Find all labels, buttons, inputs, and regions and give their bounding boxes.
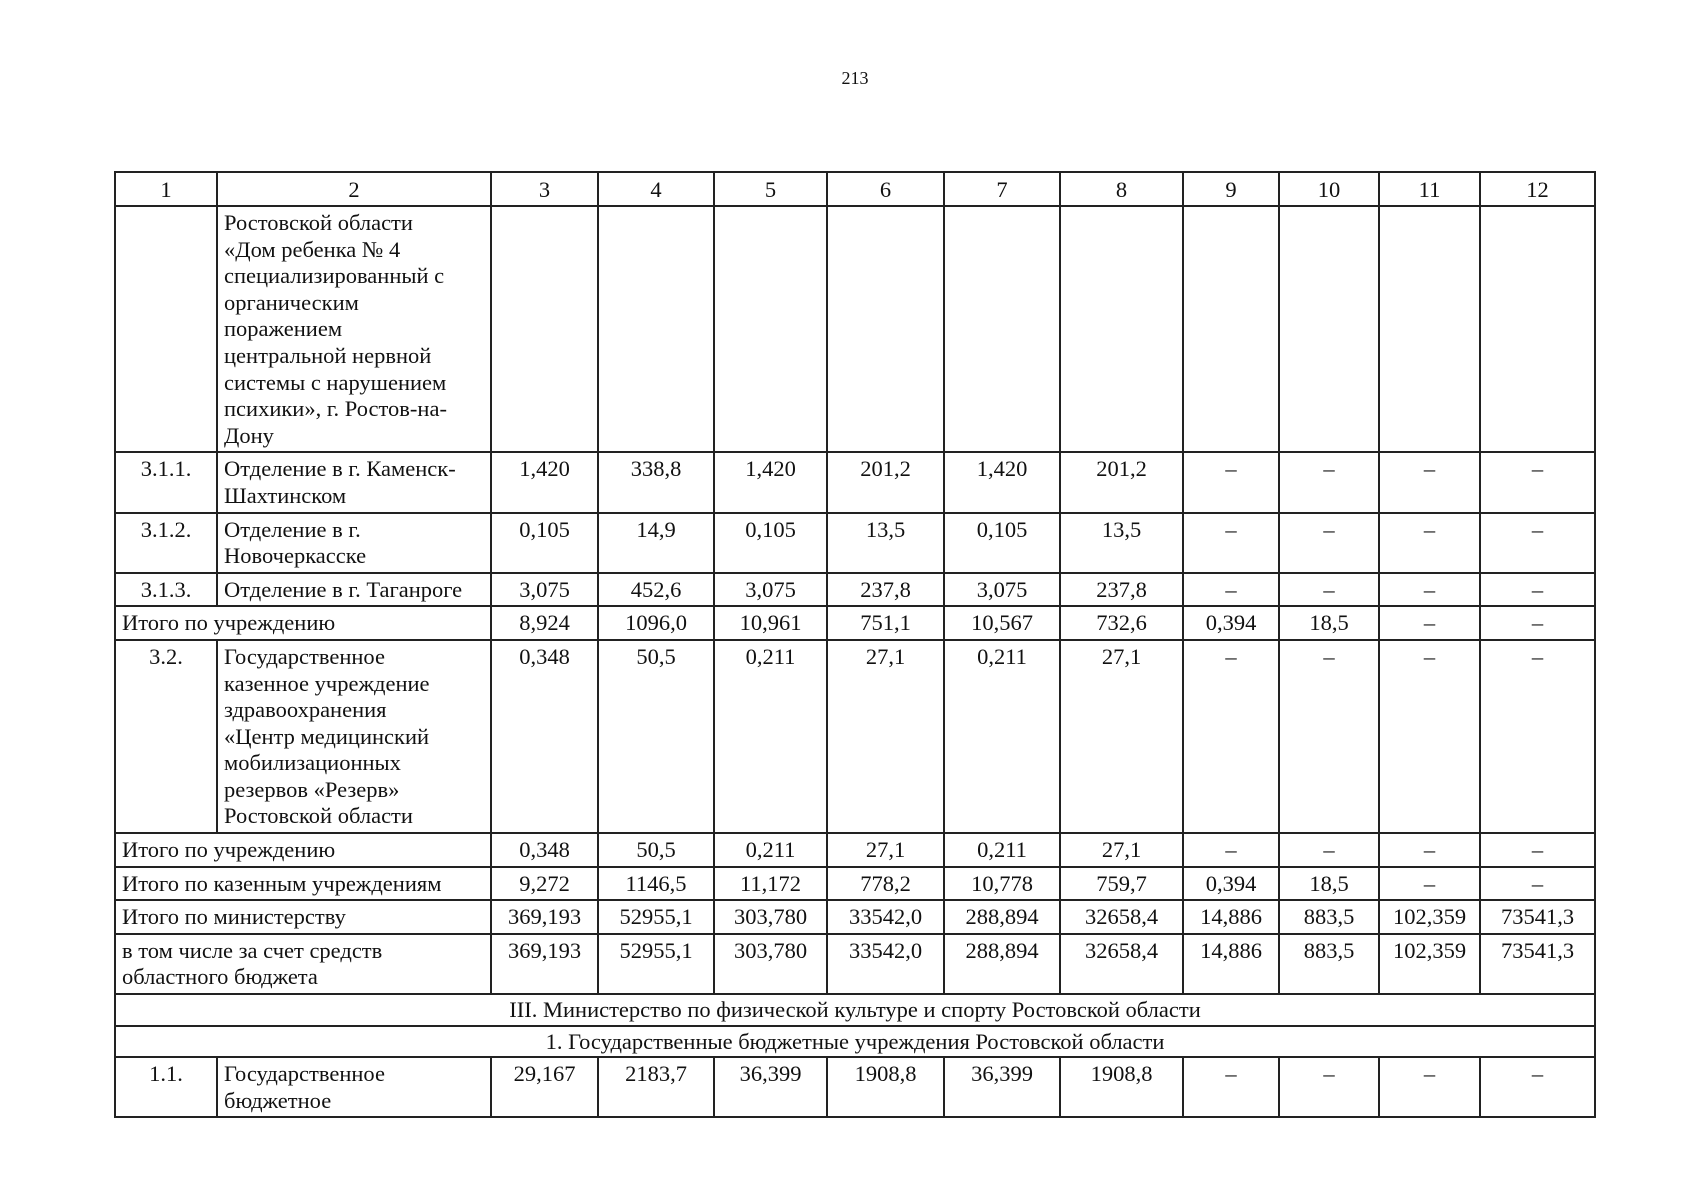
- value-cell: 102,359: [1379, 900, 1480, 934]
- value-cell: –: [1480, 573, 1595, 607]
- value-cell: 0,105: [944, 513, 1060, 573]
- value-cell: 50,5: [598, 640, 714, 833]
- institution-name: Государственное бюджетное: [217, 1057, 491, 1117]
- value-cell: 1,420: [714, 452, 827, 512]
- total-label: в том числе за счет средств областного бюджета: [115, 934, 491, 994]
- column-header: 8: [1060, 172, 1183, 206]
- value-cell: 0,211: [714, 833, 827, 867]
- value-cell: 10,778: [944, 867, 1060, 901]
- total-label: Итого по казенным учреждениям: [115, 867, 491, 901]
- value-cell: –: [1379, 452, 1480, 512]
- value-cell: [1379, 206, 1480, 452]
- value-cell: –: [1379, 513, 1480, 573]
- value-cell: 288,894: [944, 934, 1060, 994]
- value-cell: 27,1: [827, 640, 944, 833]
- value-cell: [1060, 206, 1183, 452]
- column-header: 4: [598, 172, 714, 206]
- value-cell: 1908,8: [1060, 1057, 1183, 1117]
- table-row: [115, 513, 1595, 573]
- value-cell: 33542,0: [827, 934, 944, 994]
- value-cell: –: [1183, 573, 1279, 607]
- value-cell: 50,5: [598, 833, 714, 867]
- value-cell: 883,5: [1279, 900, 1379, 934]
- value-cell: 0,394: [1183, 606, 1279, 640]
- value-cell: 14,886: [1183, 934, 1279, 994]
- value-cell: –: [1480, 833, 1595, 867]
- value-cell: 1,420: [944, 452, 1060, 512]
- column-header: 2: [217, 172, 491, 206]
- value-cell: 33542,0: [827, 900, 944, 934]
- value-cell: 18,5: [1279, 606, 1379, 640]
- value-cell: –: [1379, 833, 1480, 867]
- table-row: [115, 206, 1595, 452]
- value-cell: 27,1: [827, 833, 944, 867]
- value-cell: –: [1279, 573, 1379, 607]
- table-row: [115, 640, 1595, 833]
- value-cell: 759,7: [1060, 867, 1183, 901]
- total-row: [115, 606, 1595, 640]
- value-cell: 27,1: [1060, 640, 1183, 833]
- section-title: III. Министерство по физической культуре и спорту Ростовской области: [115, 994, 1595, 1026]
- column-header: 11: [1379, 172, 1480, 206]
- value-cell: –: [1379, 867, 1480, 901]
- header-row: [115, 172, 1595, 206]
- value-cell: 36,399: [944, 1057, 1060, 1117]
- value-cell: 8,924: [491, 606, 598, 640]
- value-cell: 14,9: [598, 513, 714, 573]
- value-cell: 102,359: [1379, 934, 1480, 994]
- value-cell: 13,5: [827, 513, 944, 573]
- value-cell: 369,193: [491, 934, 598, 994]
- table-row: [115, 452, 1595, 512]
- column-header: 12: [1480, 172, 1595, 206]
- value-cell: –: [1183, 513, 1279, 573]
- value-cell: 52955,1: [598, 934, 714, 994]
- value-cell: [827, 206, 944, 452]
- value-cell: –: [1379, 1057, 1480, 1117]
- column-header: 9: [1183, 172, 1279, 206]
- value-cell: [598, 206, 714, 452]
- value-cell: 9,272: [491, 867, 598, 901]
- value-cell: –: [1480, 513, 1595, 573]
- value-cell: –: [1183, 452, 1279, 512]
- value-cell: 32658,4: [1060, 900, 1183, 934]
- column-header: 6: [827, 172, 944, 206]
- total-row: [115, 900, 1595, 934]
- value-cell: 338,8: [598, 452, 714, 512]
- value-cell: 3,075: [944, 573, 1060, 607]
- total-row: [115, 934, 1595, 994]
- value-cell: 0,211: [944, 640, 1060, 833]
- value-cell: 369,193: [491, 900, 598, 934]
- value-cell: –: [1183, 833, 1279, 867]
- table-row: [115, 1057, 1595, 1117]
- value-cell: 1,420: [491, 452, 598, 512]
- value-cell: 52955,1: [598, 900, 714, 934]
- value-cell: –: [1279, 833, 1379, 867]
- value-cell: 10,567: [944, 606, 1060, 640]
- section-title: 1. Государственные бюджетные учреждения Ростовской области: [115, 1026, 1595, 1058]
- value-cell: 0,211: [714, 640, 827, 833]
- value-cell: 73541,3: [1480, 934, 1595, 994]
- table-body: [115, 172, 1595, 1117]
- value-cell: 201,2: [1060, 452, 1183, 512]
- row-index: 1.1.: [115, 1057, 217, 1117]
- page-number: 213: [841, 68, 869, 88]
- value-cell: –: [1183, 1057, 1279, 1117]
- row-index: 3.1.3.: [115, 573, 217, 607]
- total-row: [115, 867, 1595, 901]
- value-cell: [1480, 206, 1595, 452]
- value-cell: 0,105: [714, 513, 827, 573]
- value-cell: 10,961: [714, 606, 827, 640]
- value-cell: –: [1480, 1057, 1595, 1117]
- value-cell: 29,167: [491, 1057, 598, 1117]
- row-index: 3.1.1.: [115, 452, 217, 512]
- column-header: 1: [115, 172, 217, 206]
- value-cell: 288,894: [944, 900, 1060, 934]
- value-cell: 303,780: [714, 934, 827, 994]
- value-cell: –: [1480, 452, 1595, 512]
- value-cell: 778,2: [827, 867, 944, 901]
- value-cell: 1096,0: [598, 606, 714, 640]
- column-header: 10: [1279, 172, 1379, 206]
- value-cell: 18,5: [1279, 867, 1379, 901]
- value-cell: –: [1279, 452, 1379, 512]
- value-cell: 27,1: [1060, 833, 1183, 867]
- value-cell: [491, 206, 598, 452]
- value-cell: 732,6: [1060, 606, 1183, 640]
- value-cell: 73541,3: [1480, 900, 1595, 934]
- value-cell: 0,348: [491, 640, 598, 833]
- value-cell: 201,2: [827, 452, 944, 512]
- total-row: [115, 833, 1595, 867]
- row-index: 3.1.2.: [115, 513, 217, 573]
- value-cell: –: [1279, 1057, 1379, 1117]
- value-cell: –: [1480, 640, 1595, 833]
- institution-name: Отделение в г. Новочеркасске: [217, 513, 491, 573]
- column-header: 3: [491, 172, 598, 206]
- value-cell: 1146,5: [598, 867, 714, 901]
- value-cell: –: [1279, 513, 1379, 573]
- value-cell: –: [1279, 640, 1379, 833]
- value-cell: –: [1480, 867, 1595, 901]
- value-cell: 3,075: [491, 573, 598, 607]
- value-cell: –: [1480, 606, 1595, 640]
- institution-name: Ростовской области «Дом ребенка № 4 специализированный с органическим поражением центральной нервной системы с нарушением психики», г. Ростов-на-Дону: [217, 206, 491, 452]
- value-cell: –: [1379, 606, 1480, 640]
- value-cell: –: [1183, 640, 1279, 833]
- value-cell: 13,5: [1060, 513, 1183, 573]
- institution-name: Отделение в г. Таганроге: [217, 573, 491, 607]
- value-cell: 3,075: [714, 573, 827, 607]
- value-cell: 0,105: [491, 513, 598, 573]
- value-cell: 452,6: [598, 573, 714, 607]
- value-cell: 36,399: [714, 1057, 827, 1117]
- value-cell: 0,348: [491, 833, 598, 867]
- value-cell: 32658,4: [1060, 934, 1183, 994]
- value-cell: 303,780: [714, 900, 827, 934]
- column-header: 5: [714, 172, 827, 206]
- value-cell: 883,5: [1279, 934, 1379, 994]
- row-index: 3.2.: [115, 640, 217, 833]
- value-cell: –: [1379, 640, 1480, 833]
- row-index: [115, 206, 217, 452]
- value-cell: 0,394: [1183, 867, 1279, 901]
- value-cell: 14,886: [1183, 900, 1279, 934]
- value-cell: [714, 206, 827, 452]
- value-cell: [1279, 206, 1379, 452]
- value-cell: 11,172: [714, 867, 827, 901]
- value-cell: –: [1379, 573, 1480, 607]
- column-header: 7: [944, 172, 1060, 206]
- value-cell: 1908,8: [827, 1057, 944, 1117]
- value-cell: [944, 206, 1060, 452]
- section-row: [115, 1026, 1595, 1058]
- value-cell: 237,8: [827, 573, 944, 607]
- total-label: Итого по учреждению: [115, 606, 491, 640]
- data-table: [114, 171, 1596, 1118]
- table-row: [115, 573, 1595, 607]
- value-cell: 237,8: [1060, 573, 1183, 607]
- value-cell: 2183,7: [598, 1057, 714, 1117]
- value-cell: [1183, 206, 1279, 452]
- institution-name: Отделение в г. Каменск-Шахтинском: [217, 452, 491, 512]
- total-label: Итого по министерству: [115, 900, 491, 934]
- total-label: Итого по учреждению: [115, 833, 491, 867]
- section-row: [115, 994, 1595, 1026]
- value-cell: 751,1: [827, 606, 944, 640]
- value-cell: 0,211: [944, 833, 1060, 867]
- institution-name: Государственное казенное учреждение здравоохранения «Центр медицинский мобилизационных резервов «Резерв» Ростовской области: [217, 640, 491, 833]
